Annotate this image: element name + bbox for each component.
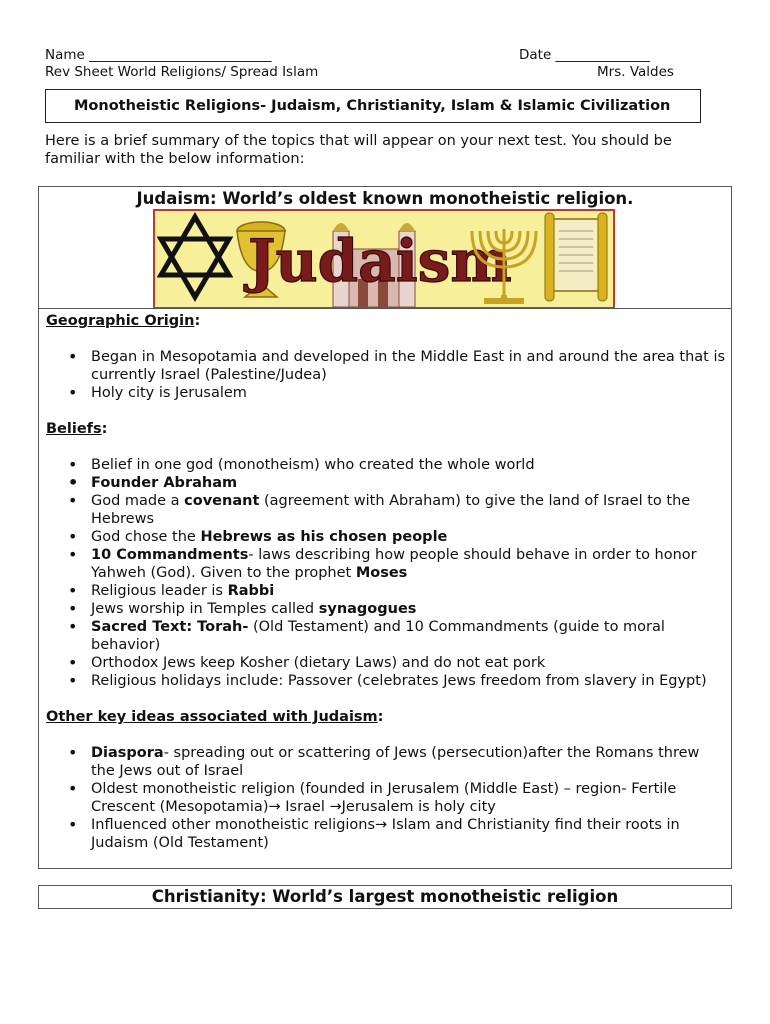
geographic-origin-heading: Geographic Origin: [46,313,201,329]
list-item: • Belief in one god (monotheism) who created the whole world [46,456,726,474]
beliefs-heading: Beliefs: [46,421,108,437]
list-item: • Began in Mesopotamia and developed in the Middle East in and around the area that is currently Israel (Palestine/Judea) [46,348,726,384]
sheet-subtitle: Rev Sheet World Religions/ Spread Islam [45,64,319,80]
beliefs-list [46,456,726,690]
other-key-ideas-heading: Other key ideas associated with Judaism: [46,709,384,725]
judaism-banner-image [153,209,615,309]
name-field: Name ___________________________ [45,47,272,63]
judaism-heading: Judaism: World’s oldest known monotheistic religion. [136,189,634,208]
judaism-section [38,186,732,869]
judaism-content [46,311,726,852]
list-item: • God made a covenant (agreement with Abraham) to give the land of Israel to the Hebrews [46,492,726,528]
teacher-name: Mrs. Valdes [597,64,674,80]
geographic-origin-list [46,348,726,402]
list-item: • Holy city is Jerusalem [46,384,726,402]
page-title: Monotheistic Religions- Judaism, Christianity, Islam & Islamic Civilization [45,89,701,123]
list-item: • 10 Commandments- laws describing how people should behave in order to honor Yahweh (God). Given to the prophet Moses [46,546,726,582]
banner-title: Judaism [248,227,512,295]
list-item: • Jews worship in Temples called synagogues [46,600,726,618]
date-field: Date ______________ [519,47,651,63]
intro-paragraph: Here is a brief summary of the topics that will appear on your next test. You should be familiar with the below information: [45,133,672,167]
list-item: • Orthodox Jews keep Kosher (dietary Laws) and do not eat pork [46,654,726,672]
torah-scroll-icon [545,213,607,301]
christianity-heading: Christianity: World’s largest monotheistic religion [38,885,732,909]
list-item: • Diaspora- spreading out or scattering of Jews (persecution)after the Romans threw the Jews out of Israel [46,744,726,780]
list-item: • Founder Abraham [46,474,726,492]
list-item: • Oldest monotheistic religion (founded in Jerusalem (Middle East) – region- Fertile Crescent (Mesopotamia)→ Israel →Jerusalem is holy city [46,780,726,816]
list-item: • God chose the Hebrews as his chosen people [46,528,726,546]
list-item: • Sacred Text: Torah- (Old Testament) and 10 Commandments (guide to moral behavior) [46,618,726,654]
list-item: • Religious leader is Rabbi [46,582,726,600]
section-divider [39,308,731,309]
list-item: • Religious holidays include: Passover (celebrates Jews freedom from slavery in Egypt) [46,672,726,690]
other-key-ideas-list [46,744,726,852]
list-item: • Influenced other monotheistic religions→ Islam and Christianity find their roots in Judaism (Old Testament) [46,816,726,852]
